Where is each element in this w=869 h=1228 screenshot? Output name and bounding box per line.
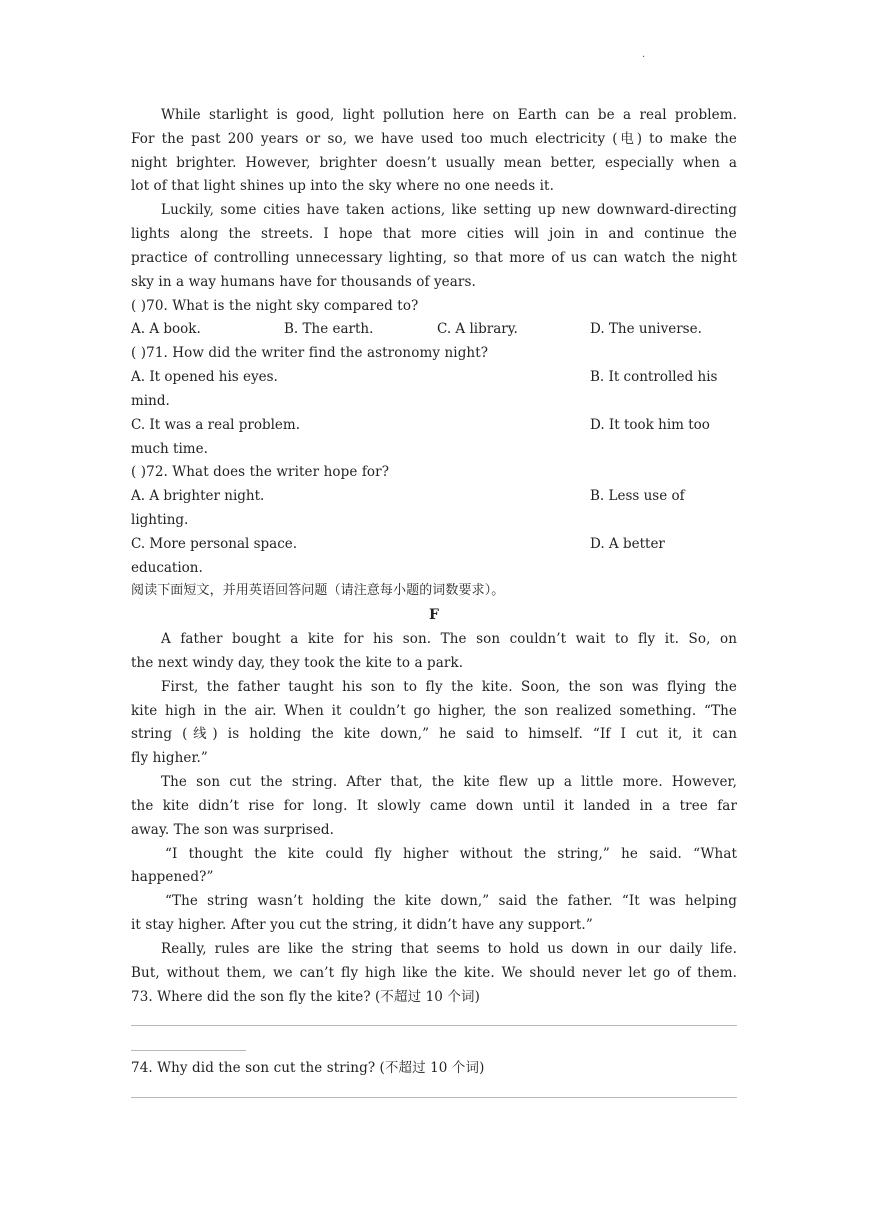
answer-line-74[interactable] <box>131 1097 737 1098</box>
passage-e-line: night brighter. However, brighter doesn’t usually mean better, especially when a <box>131 155 737 171</box>
passage-e-line: sky in a way humans have for thousands of years. <box>131 274 476 290</box>
passage-f-line: kite high in the air. When it couldn’t go higher, the son realized something. “The <box>131 703 737 719</box>
answer-line-73-continued[interactable] <box>131 1050 246 1051</box>
passage-f-line: The son cut the string. After that, the kite flew up a little more. However, <box>161 774 737 790</box>
question-70-option-a[interactable]: A. A book. <box>131 321 201 337</box>
question-70-option-b[interactable]: B. The earth. <box>284 321 374 337</box>
passage-f-title: F <box>429 607 439 623</box>
passage-f-line: the next windy day, they took the kite to a park. <box>131 655 464 671</box>
question-72-option-b[interactable]: B. Less use of <box>590 488 685 504</box>
passage-e-line: practice of controlling unnecessary lighting, so that more of us can watch the night <box>131 250 737 266</box>
question-72-option-d-wrap: education. <box>131 560 203 576</box>
passage-f-line: “The string wasn’t holding the kite down,” said the father. “It was helping <box>165 893 737 909</box>
question-72-option-a[interactable]: A. A brighter night. <box>131 488 265 504</box>
question-70-option-d[interactable]: D. The universe. <box>590 321 702 337</box>
answer-line-73[interactable] <box>131 1025 737 1026</box>
question-72-option-d[interactable]: D. A better <box>590 536 665 552</box>
passage-f-line: But, without them, we can’t fly high like the kite. We should never let go of them. <box>131 965 737 981</box>
question-73-stem: 73. Where did the son fly the kite? (不超过 10 个词) <box>131 989 480 1005</box>
passage-e-line: For the past 200 years or so, we have used too much electricity (电) to make the <box>131 131 737 147</box>
passage-f-line: away. The son was surprised. <box>131 822 335 838</box>
passage-f-line: First, the father taught his son to fly the kite. Soon, the son was flying the <box>161 679 737 695</box>
question-71-option-b-wrap: mind. <box>131 393 170 409</box>
passage-f-line: A father bought a kite for his son. The son couldn’t wait to fly it. So, on <box>161 631 737 647</box>
question-71-option-c[interactable]: C. It was a real problem. <box>131 417 301 433</box>
question-71-option-b[interactable]: B. It controlled his <box>590 369 718 385</box>
passage-e-line: lights along the streets. I hope that more cities will join in and continue the <box>131 226 737 242</box>
question-71-stem: ( )71. How did the writer find the astronomy night? <box>131 345 489 361</box>
passage-f-line: happened?” <box>131 869 214 885</box>
passage-f-line: Really, rules are like the string that seems to hold us down in our daily life. <box>161 941 737 957</box>
question-70-option-c[interactable]: C. A library. <box>437 321 518 337</box>
passage-e-line: lot of that light shines up into the sky where no one needs it. <box>131 178 554 194</box>
passage-f-line: the kite didn’t rise for long. It slowly came down until it landed in a tree far <box>131 798 737 814</box>
question-72-option-c[interactable]: C. More personal space. <box>131 536 298 552</box>
passage-f-line: fly higher.” <box>131 750 208 766</box>
section-instruction: 阅读下面短文，并用英语回答问题（请注意每小题的词数要求）。 <box>131 583 505 598</box>
question-71-option-d[interactable]: D. It took him too <box>590 417 710 433</box>
passage-e-line: Luckily, some cities have taken actions, like setting up new downward-directing <box>161 202 737 218</box>
passage-f-line: it stay higher. After you cut the string, it didn’t have any support.” <box>131 917 593 933</box>
passage-e-line: While starlight is good, light pollution here on Earth can be a real problem. <box>161 107 737 123</box>
question-72-option-b-wrap: lighting. <box>131 512 189 528</box>
question-72-stem: ( )72. What does the writer hope for? <box>131 464 390 480</box>
passage-f-line: “I thought the kite could fly higher without the string,” he said. “What <box>165 846 737 862</box>
question-74-stem: 74. Why did the son cut the string? (不超过 10 个词) <box>131 1060 485 1076</box>
question-70-stem: ( )70. What is the night sky compared to? <box>131 298 419 314</box>
question-71-option-d-wrap: much time. <box>131 441 208 457</box>
header-mark: · <box>642 52 646 63</box>
passage-f-line: string (线) is holding the kite down,” he said to himself. “If I cut it, it can <box>131 726 737 742</box>
question-71-option-a[interactable]: A. It opened his eyes. <box>131 369 278 385</box>
